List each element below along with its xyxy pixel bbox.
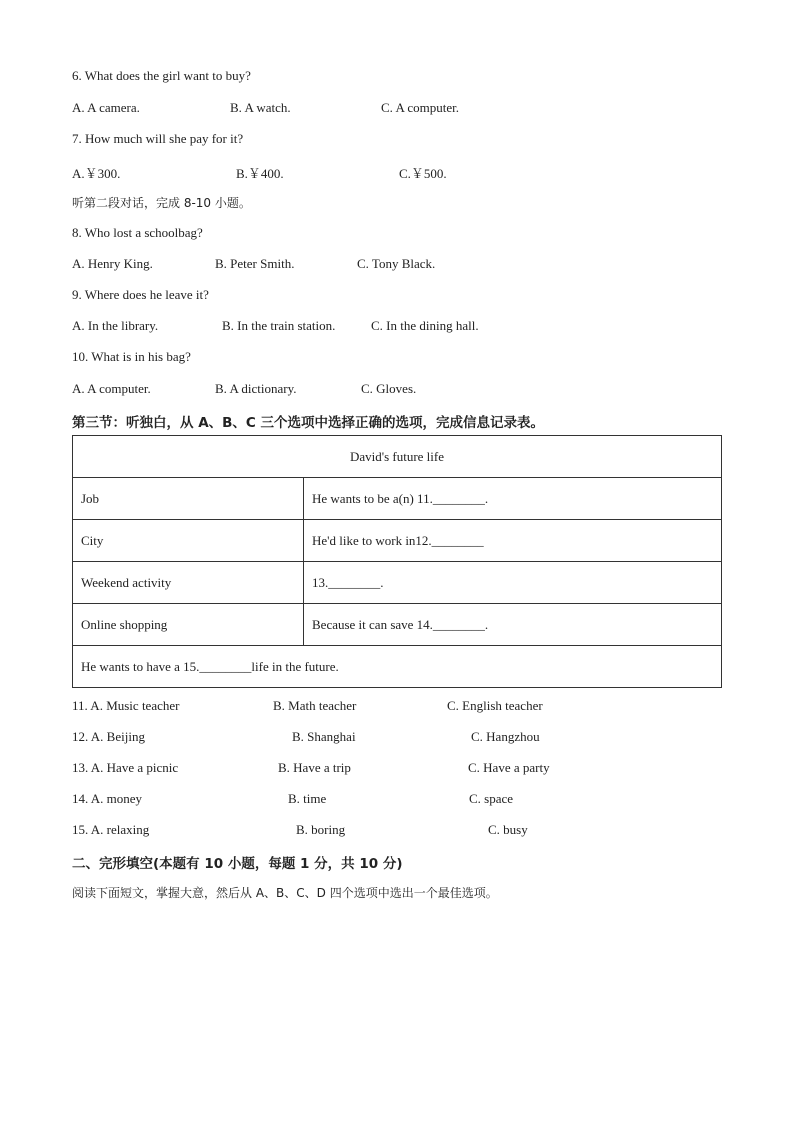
q6-option-c: C. A computer. xyxy=(381,100,459,115)
q7-option-b: B.￥400. xyxy=(236,166,284,181)
table-footer: He wants to have a 15.________life in the future. xyxy=(73,646,722,688)
q7-option-a: A.￥300. xyxy=(72,166,121,181)
q6-option-a: A. A camera. xyxy=(72,100,140,115)
question-10: 10. What is in his bag? xyxy=(72,349,191,364)
q7-option-c: C.￥500. xyxy=(399,166,447,181)
table-title: David's future life xyxy=(73,436,722,478)
q13-option-a: 13. A. Have a picnic xyxy=(72,760,179,775)
q6-option-b: B. A watch. xyxy=(230,100,291,115)
question-8: 8. Who lost a schoolbag? xyxy=(72,225,203,240)
row-value-city: He'd like to work in12.________ xyxy=(304,520,722,562)
q15-option-a: 15. A. relaxing xyxy=(72,822,150,837)
row-label-job: Job xyxy=(73,478,304,520)
q9-option-a: A. In the library. xyxy=(72,318,159,333)
section-2-heading: 二、完形填空(本题有 10 小题，每题 1 分，共 10 分) xyxy=(72,856,403,872)
question-9: 9. Where does he leave it? xyxy=(72,287,209,302)
q11-option-c: C. English teacher xyxy=(447,698,543,713)
q10-option-b: B. A dictionary. xyxy=(215,381,297,396)
q9-option-c: C. In the dining hall. xyxy=(371,318,479,333)
q15-option-b: B. boring xyxy=(296,822,346,837)
question-7: 7. How much will she pay for it? xyxy=(72,131,244,146)
q12-option-c: C. Hangzhou xyxy=(471,729,540,744)
q10-option-a: A. A computer. xyxy=(72,381,151,396)
q14-option-c: C. space xyxy=(469,791,514,806)
table-row xyxy=(73,478,722,520)
q14-option-b: B. time xyxy=(288,791,327,806)
q13-option-b: B. Have a trip xyxy=(278,760,351,775)
row-label-online-shopping: Online shopping xyxy=(73,604,304,646)
info-record-table xyxy=(72,435,722,688)
q11-option-b: B. Math teacher xyxy=(273,698,357,713)
q8-option-a: A. Henry King. xyxy=(72,256,153,271)
q13-option-c: C. Have a party xyxy=(468,760,550,775)
q8-option-c: C. Tony Black. xyxy=(357,256,436,271)
row-value-online-shopping: Because it can save 14.________. xyxy=(304,604,722,646)
row-label-city: City xyxy=(73,520,304,562)
cloze-instruction: 阅读下面短文，掌握大意，然后从 A、B、C、D 四个选项中选出一个最佳选项。 xyxy=(72,886,498,900)
q11-option-a: 11. A. Music teacher xyxy=(72,698,180,713)
row-value-weekend: 13.________. xyxy=(304,562,722,604)
q12-option-b: B. Shanghai xyxy=(292,729,356,744)
section-3-heading: 第三节：听独白，从 A、B、C 三个选项中选择正确的选项，完成信息记录表。 xyxy=(72,415,545,431)
q9-option-b: B. In the train station. xyxy=(222,318,336,333)
q8-option-b: B. Peter Smith. xyxy=(215,256,295,271)
q10-option-c: C. Gloves. xyxy=(361,381,417,396)
table-row xyxy=(73,520,722,562)
instruction-dialogue-2: 听第二段对话，完成 8-10 小题。 xyxy=(72,196,251,210)
question-6: 6. What does the girl want to buy? xyxy=(72,68,251,83)
table-row xyxy=(73,562,722,604)
row-value-job: He wants to be a(n) 11.________. xyxy=(304,478,722,520)
q12-option-a: 12. A. Beijing xyxy=(72,729,145,744)
q14-option-a: 14. A. money xyxy=(72,791,143,806)
table-row xyxy=(73,604,722,646)
row-label-weekend: Weekend activity xyxy=(73,562,304,604)
q15-option-c: C. busy xyxy=(488,822,528,837)
